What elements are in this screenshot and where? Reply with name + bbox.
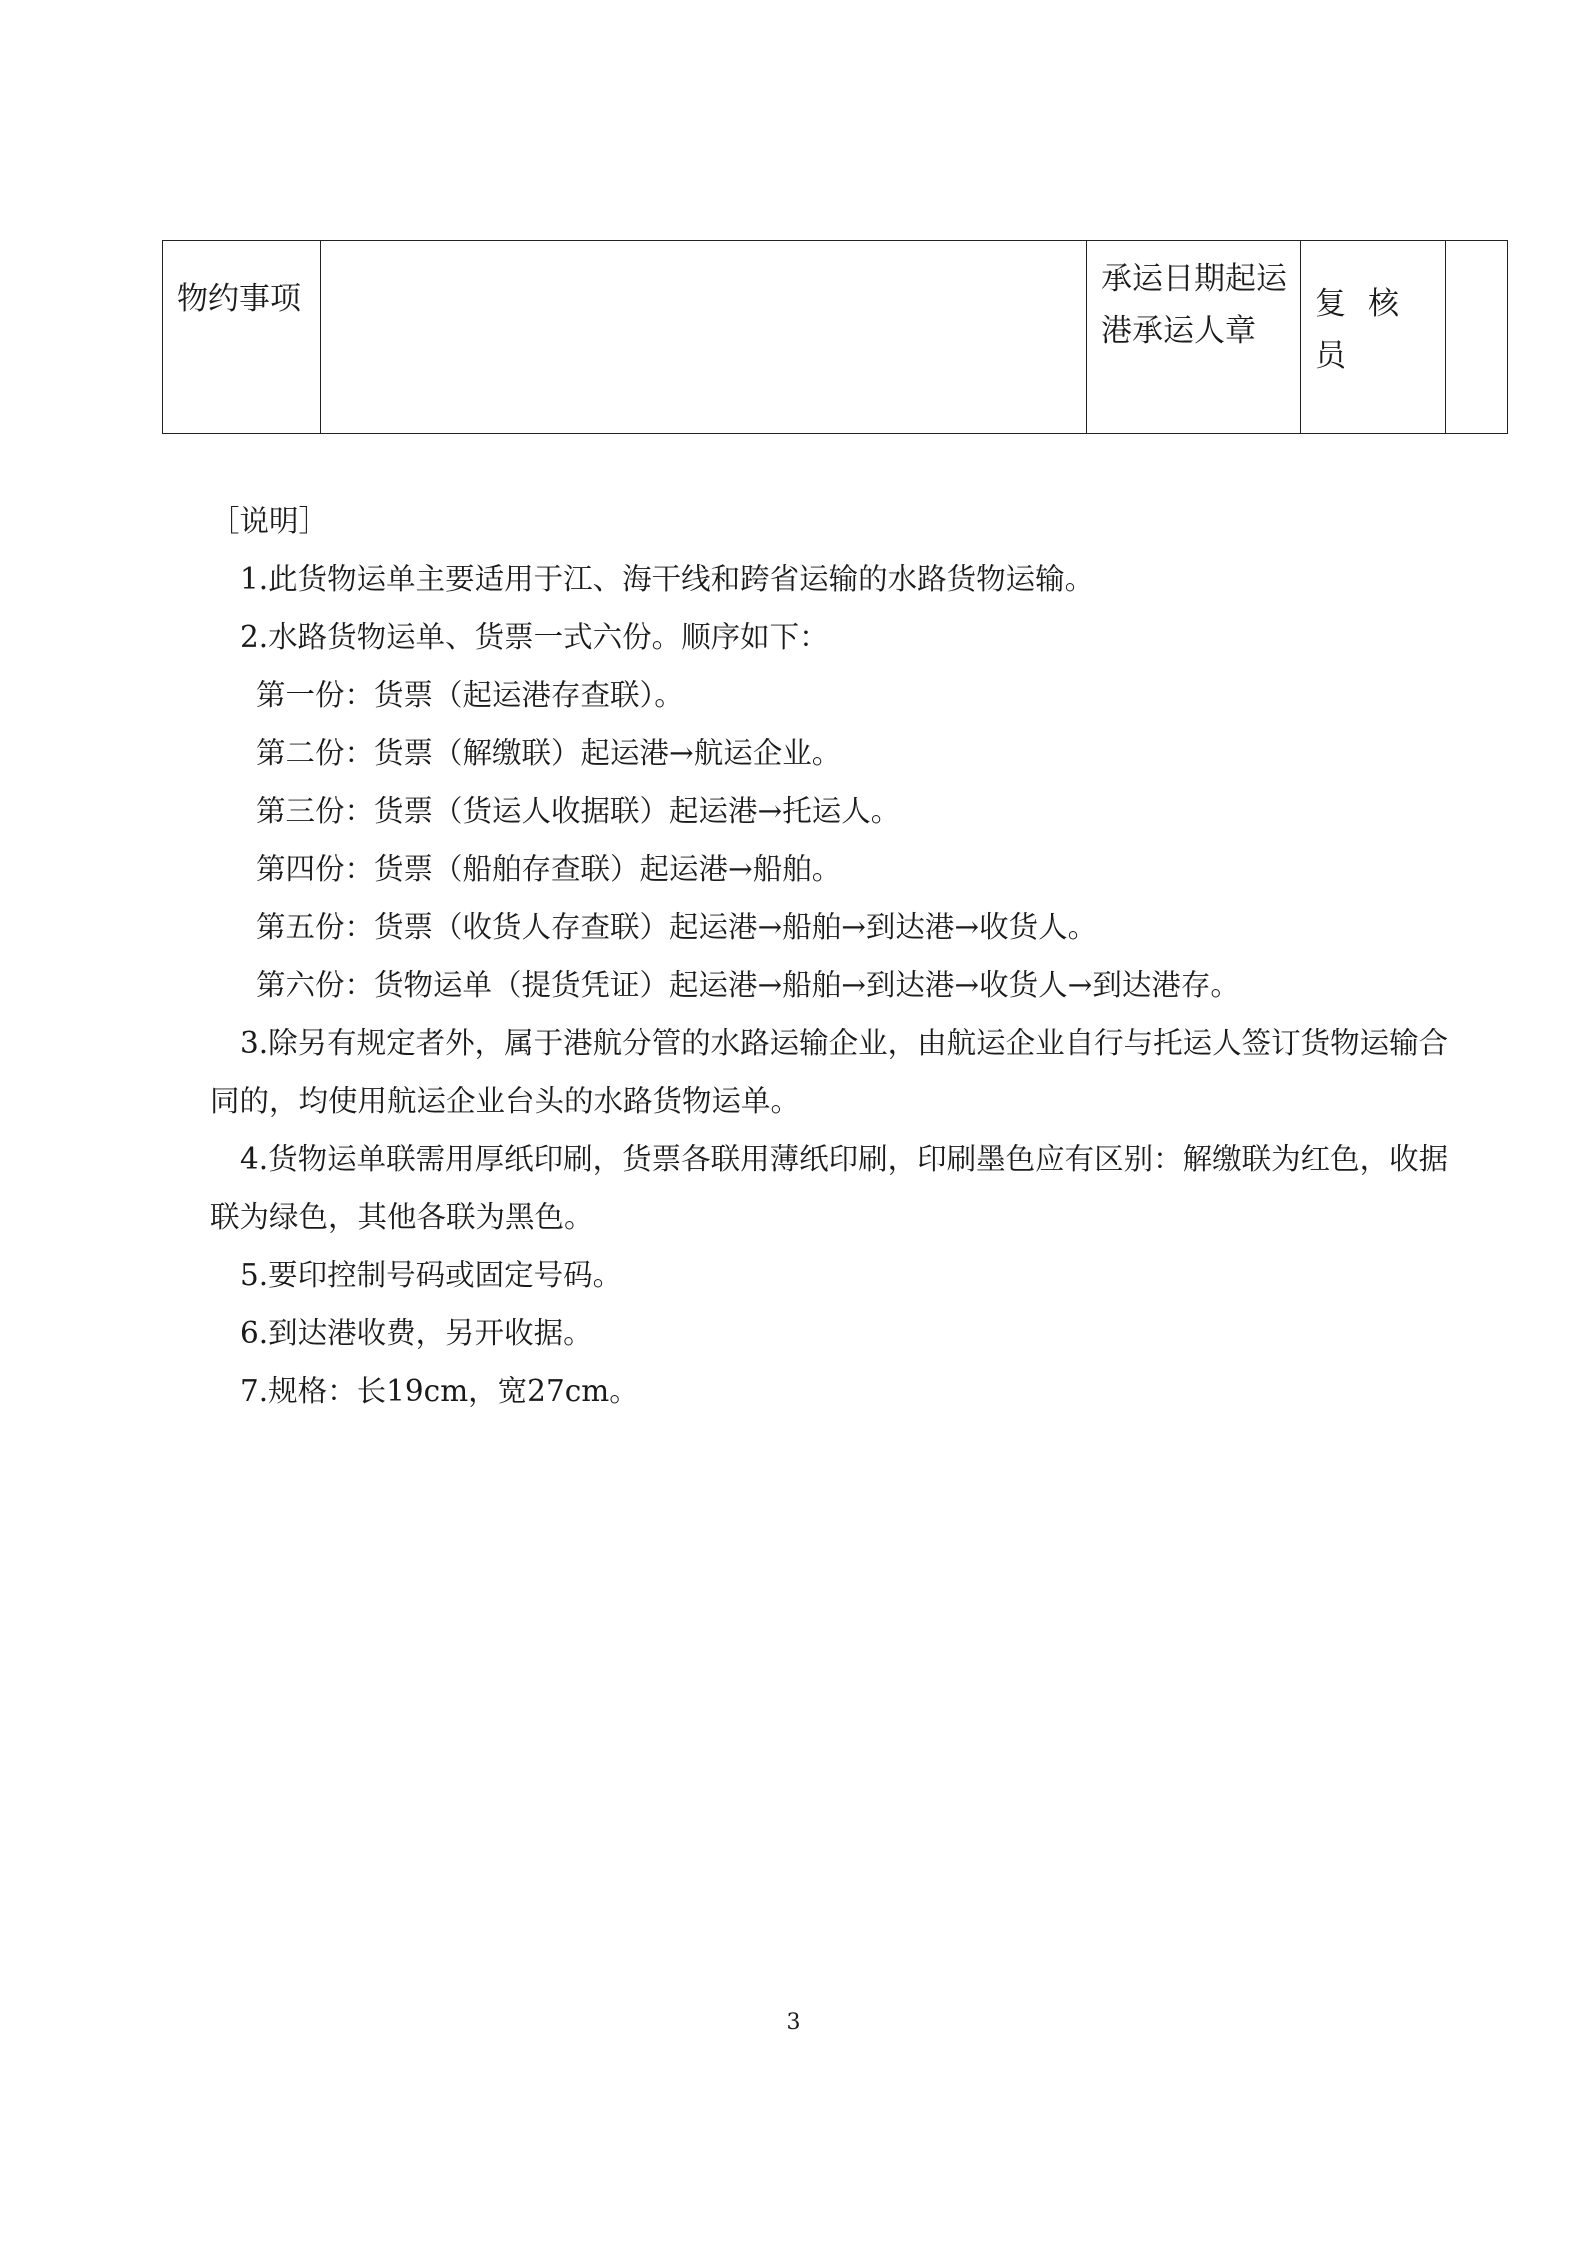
note-item-6: 6.到达港收费，另开收据。 xyxy=(240,1316,593,1350)
note-item-5: 5.要印控制号码或固定号码。 xyxy=(240,1258,623,1292)
notes-heading: ［说明］ xyxy=(210,504,329,538)
notes-section xyxy=(210,492,1450,1420)
copy-item-5: 第五份：货票（收货人存查联）起运港→船舶→到达港→收货人。 xyxy=(256,910,1098,944)
waybill-form-table xyxy=(162,240,1508,434)
copy-item-3: 第三份：货票（货运人收据联）起运港→托运人。 xyxy=(256,794,901,828)
reviewer-label-cell xyxy=(1301,241,1446,434)
note-item-7: 7.规格：长19cm，宽27cm。 xyxy=(240,1374,639,1408)
matters-content xyxy=(321,241,1086,273)
copy-item-1: 第一份：货票（起运港存查联）。 xyxy=(256,678,684,712)
copy-item-6: 第六份：货物运单（提货凭证）起运港→船舶→到达港→收货人→到达港存。 xyxy=(256,968,1240,1002)
reviewer-label: 复核员 xyxy=(1315,286,1421,374)
note-item-2: 2.水路货物运单、货票一式六份。顺序如下： xyxy=(240,620,829,654)
matters-label-cell xyxy=(163,241,321,434)
copy-item-4: 第四份：货票（船舶存查联）起运港→船舶。 xyxy=(256,852,842,886)
table-row xyxy=(163,241,1508,434)
matters-content-cell xyxy=(321,241,1087,434)
carrier-stamp-label: 承运日期起运港承运人章 xyxy=(1101,261,1287,349)
matters-label: 物约事项 xyxy=(177,281,301,317)
note-item-3: 3.除另有规定者外，属于港航分管的水路运输企业，由航运企业自行与托运人签订货物运输合同的，均使用航运企业台头的水路货物运单。 xyxy=(210,1026,1449,1118)
page-number: 3 xyxy=(786,2010,801,2035)
carrier-stamp-cell xyxy=(1087,241,1301,434)
copy-item-2: 第二份：货票（解缴联）起运港→航运企业。 xyxy=(256,736,842,770)
note-item-1: 1.此货物运单主要适用于江、海干线和跨省运输的水路货物运输。 xyxy=(240,562,1095,596)
reviewer-value-cell xyxy=(1446,241,1508,434)
reviewer-value xyxy=(1446,241,1507,273)
note-item-4: 4.货物运单联需用厚纸印刷，货票各联用薄纸印刷，印刷墨色应有区别：解缴联为红色，收据联为绿色，其他各联为黑色。 xyxy=(210,1142,1449,1234)
